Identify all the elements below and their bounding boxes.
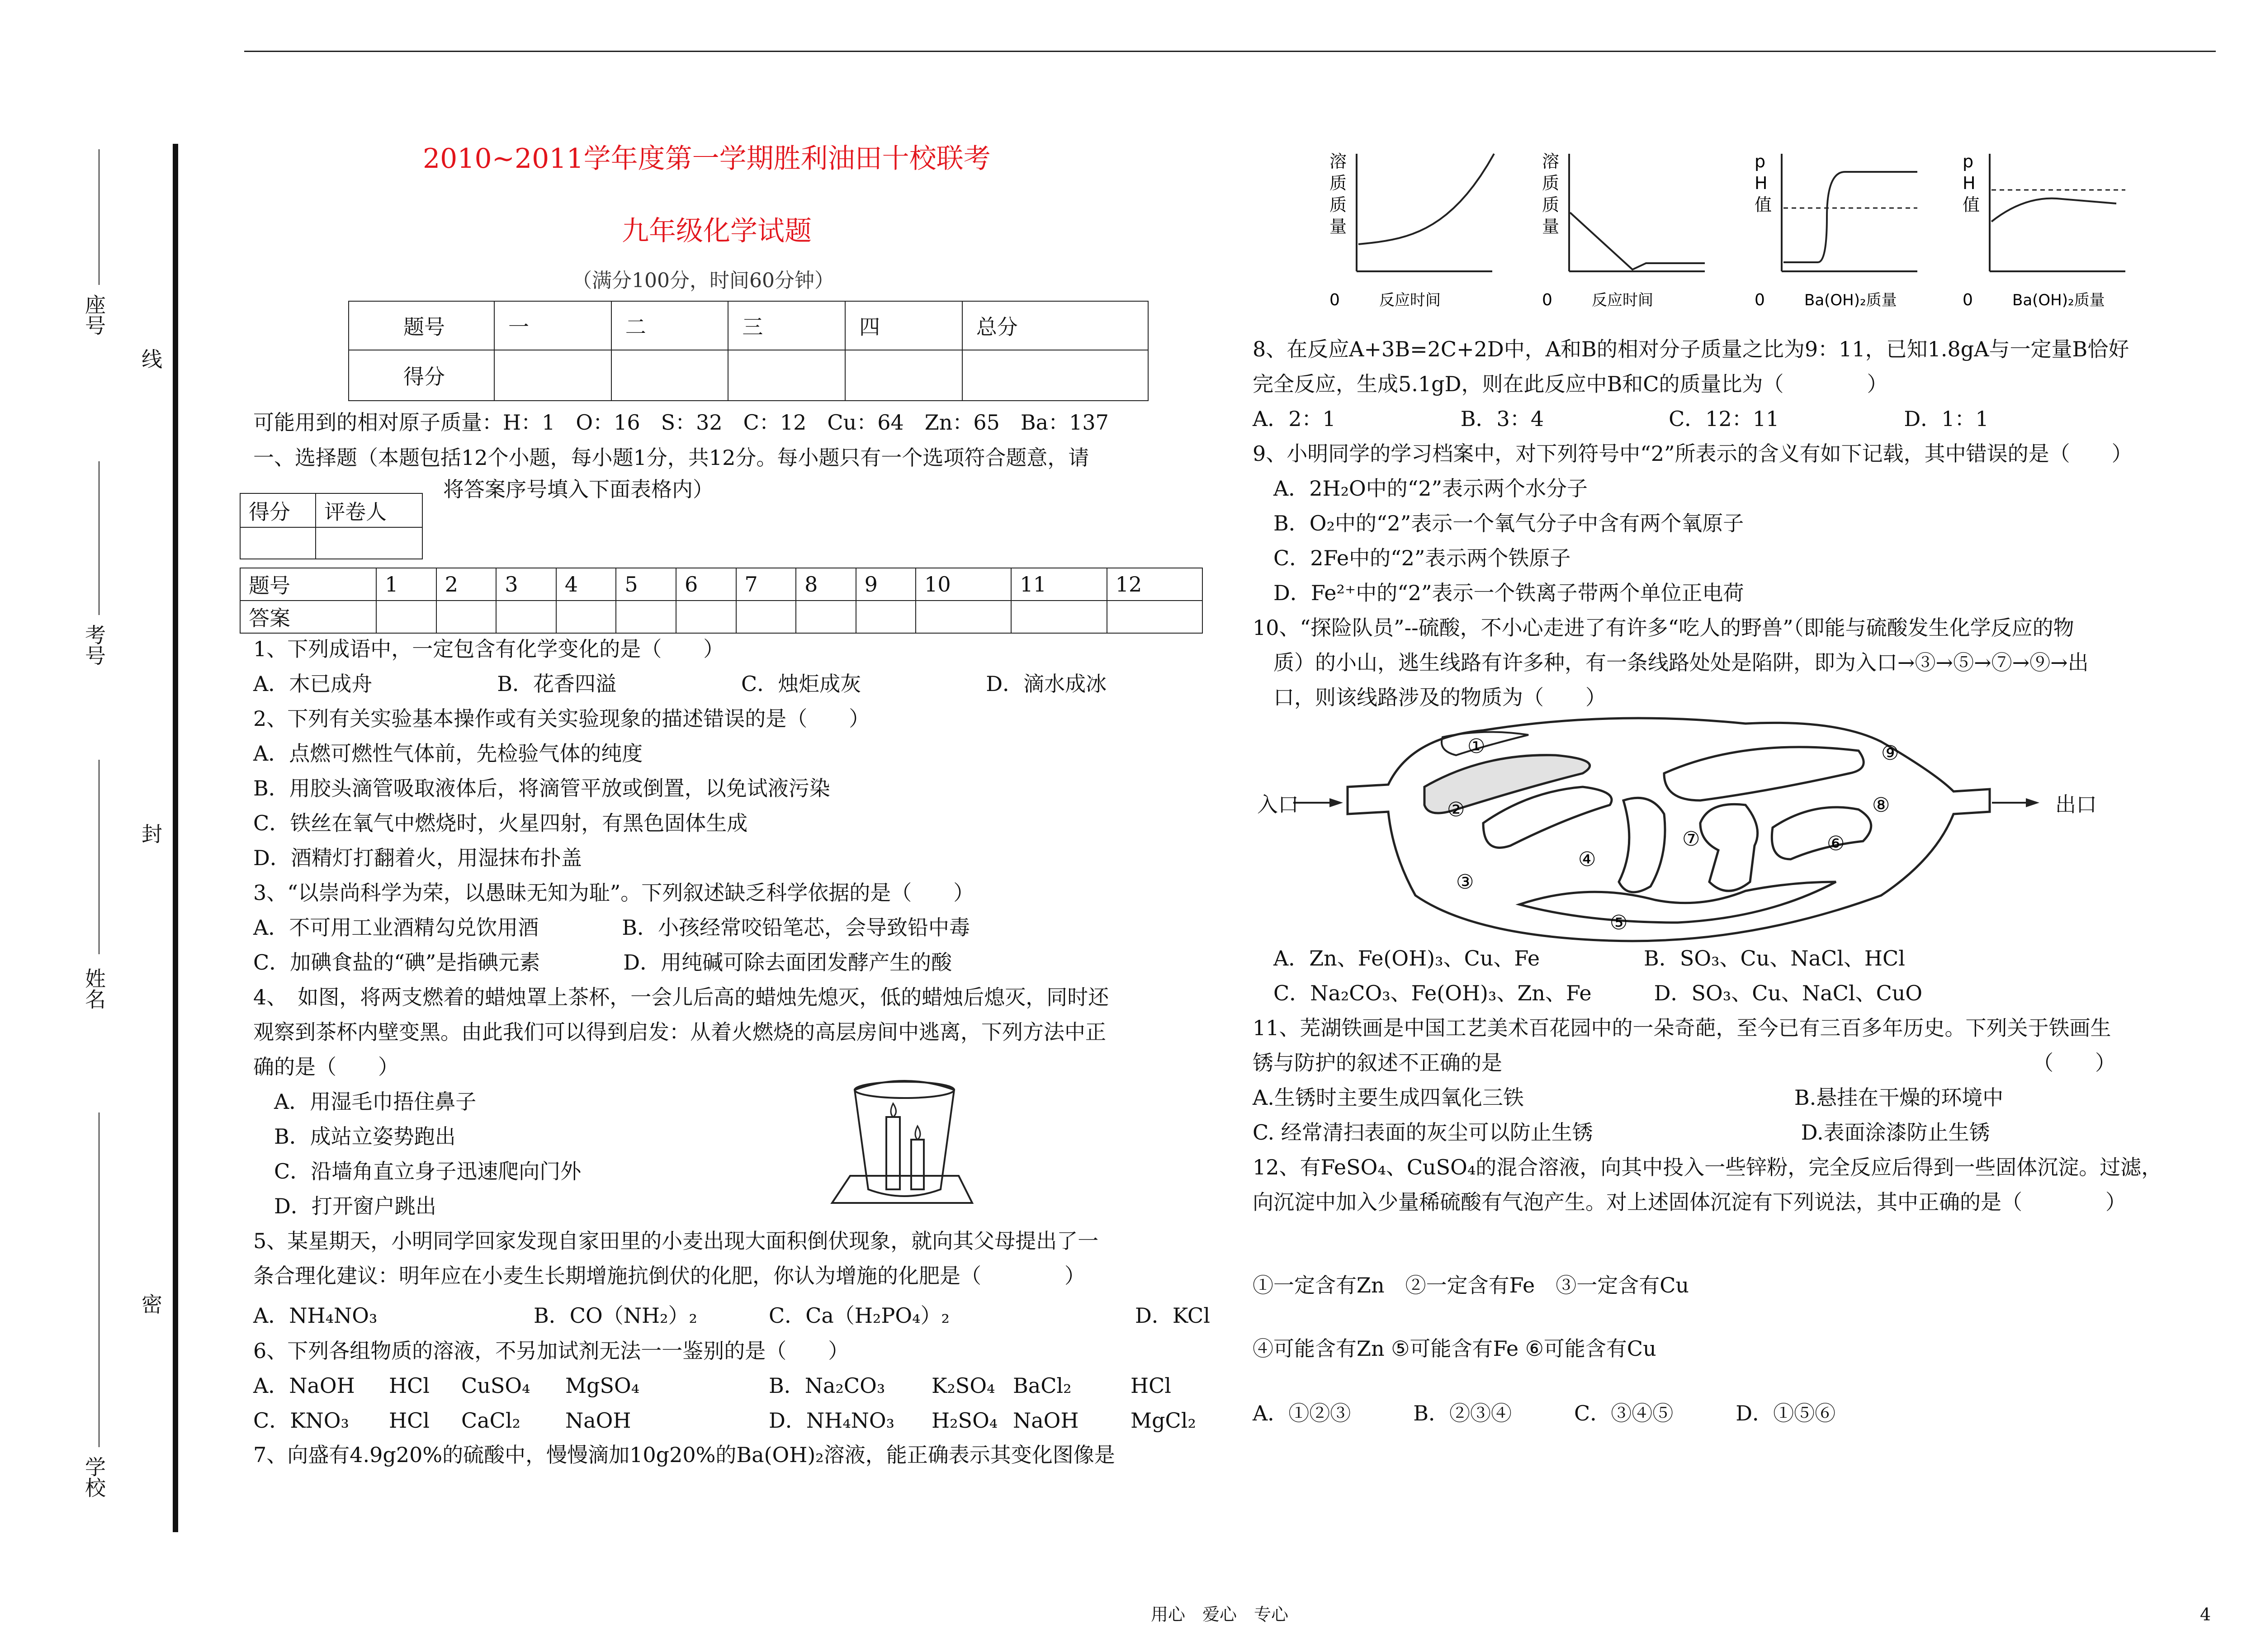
answer-input[interactable]: [1011, 601, 1107, 633]
question-line: 11、芜湖铁画是中国工艺美术百花园中的一朵奇葩，至今已有三百多年历史。下列关于铁画生: [1253, 1016, 2111, 1040]
question-line: A．点燃可燃性气体前，先检验气体的纯度: [253, 741, 643, 766]
question-line: 5、某星期天，小明同学回家发现自家田里的小麦出现大面积倒伏现象，就向其父母提出了一: [253, 1229, 1099, 1253]
question-line: 质）的小山，逃生线路有许多种，有一条线路处处是陷阱，即为入口→③→⑤→⑦→⑨→出: [1253, 650, 2089, 675]
maze-node-label: ⑧: [1872, 794, 1890, 817]
q6-option-cell: K₂SO₄: [932, 1373, 995, 1398]
page-number: 4: [2200, 1605, 2211, 1624]
answer-table: [240, 568, 1203, 634]
answer-input[interactable]: [676, 601, 736, 633]
question-line: 确的是（ ）: [253, 1055, 399, 1079]
binding-line: [173, 144, 178, 1532]
q6-option-cell: C．KNO₃: [253, 1408, 349, 1433]
q6-option-cell: MgCl₂: [1130, 1408, 1196, 1433]
charts-svg: [1302, 136, 2180, 335]
chart-1: [1329, 151, 1494, 309]
maze-node-label: ⑥: [1827, 832, 1845, 855]
x-axis-label: 反应时间: [1379, 291, 1441, 309]
q12-item-line-2: ④可能含有Zn ⑤可能含有Fe ⑥可能含有Cu: [1253, 1336, 1656, 1361]
question-line: A．Zn、Fe(OH)₃、Cu、Fe B．SO₃、Cu、NaCl、HCl: [1253, 946, 1905, 970]
q6-option-cell: HCl: [1130, 1373, 1172, 1398]
answer-input[interactable]: [496, 601, 556, 633]
grader-input[interactable]: [240, 527, 316, 559]
maze-node-label: ⑦: [1682, 828, 1700, 851]
y-axis-label-char: 溶: [1542, 151, 1560, 171]
maze-figure: [1293, 710, 2148, 945]
maze-entrance-label: 入口: [1257, 792, 1299, 817]
x-axis-label: Ba(OH)₂质量: [2012, 291, 2105, 309]
question-line: A．2H₂O中的“2”表示两个水分子: [1253, 476, 1588, 501]
answer-header-cell: 9: [856, 568, 916, 601]
question-line: 9、小明同学的学习档案中，对下列符号中“2”所表示的含义有如下记载，其中错误的是（ ）: [1253, 441, 2133, 466]
exam-title: 2010~2011学年度第一学期胜利油田十校联考: [423, 143, 991, 175]
answer-header-cell: 12: [1107, 568, 1202, 601]
answer-header-cell: 2: [436, 568, 497, 601]
origin-label: 0: [1963, 291, 1973, 309]
answer-input[interactable]: [436, 601, 497, 633]
score-input[interactable]: [728, 350, 845, 401]
q6-option-cell: NaOH: [565, 1408, 631, 1433]
question-line: 锈与防护的叙述不正确的是 （ ）: [1253, 1051, 2116, 1075]
maze-node-label: ①: [1467, 735, 1485, 758]
y-axis-label-char: 质: [1542, 195, 1560, 215]
answer-header-cell: 4: [556, 568, 616, 601]
maze-exit-label: 出口: [2055, 792, 2097, 817]
q6-option-cell: CuSO₄: [461, 1373, 530, 1398]
question-line: 口，则该线路涉及的物质为（ ）: [1253, 685, 1606, 710]
question-line: B．成站立姿势跑出: [253, 1124, 456, 1149]
series-line: [1783, 172, 1917, 262]
origin-label: 0: [1329, 291, 1340, 309]
question-line: D．酒精灯打翻着火，用湿抹布扑盖: [253, 846, 582, 870]
answer-input[interactable]: [556, 601, 616, 633]
score-cell: 三: [728, 301, 845, 350]
answer-header-cell: 10: [916, 568, 1011, 601]
candle-cup-figure: [823, 1072, 986, 1221]
question-line: 10、“探险队员”--硫酸，不小心走进了有许多“吃人的野兽”（即能与硫酸发生化学反应的物: [1253, 615, 2074, 640]
name-label: 姓名: [82, 968, 106, 1009]
score-input[interactable]: [845, 350, 962, 401]
question-line: 3、“以崇尚科学为荣，以愚昧无知为耻”。下列叙述缺乏科学依据的是（ ）: [253, 880, 974, 905]
grader-table: [240, 493, 423, 559]
answer-header-cell: 7: [736, 568, 796, 601]
y-axis-label-char: 量: [1329, 217, 1347, 237]
score-cell: 总分: [962, 301, 1148, 350]
question-line: A.生锈时主要生成四氧化三铁 B.悬挂在干燥的环境中: [1253, 1085, 2004, 1110]
series-line: [1358, 154, 1494, 244]
x-axis-label: Ba(OH)₂质量: [1804, 291, 1897, 309]
grader-cell: 得分: [240, 493, 316, 527]
q12-item-line-1: ①一定含有Zn ②一定含有Fe ③一定含有Cu: [1253, 1273, 1689, 1297]
q5-option-b: B．CO（NH₂）₂: [534, 1303, 697, 1328]
answer-header-cell: 3: [496, 568, 556, 601]
atomic-masses: 可能用到的相对原子质量：H：1 O：16 S：32 C：12 Cu：64 Zn：65 Ba：137: [253, 410, 1109, 435]
question-line: A．2：1 B．3：4 C．12：11 D．1：1: [1253, 407, 1989, 431]
maze-node-label: ②: [1447, 798, 1465, 821]
answer-header-cell: 题号: [240, 568, 376, 601]
section1-heading-2: 将答案序号填入下面表格内）: [443, 477, 714, 502]
answer-header-cell: 6: [676, 568, 736, 601]
score-cell: 二: [611, 301, 728, 350]
seal-mark-feng: 封: [138, 823, 163, 844]
series-line: [1991, 199, 2116, 222]
q6-option-cell: B．Na₂CO₃: [769, 1373, 885, 1398]
question-line: C．Na₂CO₃、Fe(OH)₃、Zn、Fe D．SO₃、Cu、NaCl、CuO: [1253, 981, 1923, 1005]
q5-option-c: C．Ca（H₂PO₄）₂: [769, 1303, 950, 1328]
seal-mark-line: 线: [138, 348, 163, 369]
q12-options: A．①②③ B．②③④ C．③④⑤ D．①⑤⑥: [1253, 1401, 1836, 1425]
question-line: B．用胶头滴管吸取液体后，将滴管平放或倒置，以免试液污染: [253, 776, 830, 800]
section1-heading: 一、选择题（本题包括12个小题，每小题1分，共12分。每小题只有一个选项符合题意，请: [253, 445, 1089, 470]
score-cell: 题号: [349, 301, 494, 350]
x-axis-label: 反应时间: [1592, 291, 1653, 309]
q6-option-cell: A．NaOH: [253, 1373, 355, 1398]
answer-header-cell: 5: [616, 568, 676, 601]
q6-stem: 6、下列各组物质的溶液，不另加试剂无法一一鉴别的是（ ）: [253, 1339, 849, 1363]
answer-header-cell: 11: [1011, 568, 1107, 601]
q5-option-a: A．NH₄NO₃: [253, 1303, 378, 1328]
answer-input[interactable]: [1107, 601, 1202, 633]
series-line: [1570, 213, 1705, 270]
question-line: C．铁丝在氧气中燃烧时，火星四射，有黑色固体生成: [253, 811, 748, 835]
answer-label: 答案: [240, 601, 376, 633]
score-input[interactable]: [962, 350, 1148, 401]
exam-subtitle: 九年级化学试题: [622, 215, 812, 247]
q7-stem: 7、向盛有4.9g20%的硫酸中，慢慢滴加10g20%的Ba(OH)₂溶液，能正确表示其变化图像是: [253, 1443, 1115, 1467]
question-line: 8、在反应A+3B=2C+2D中，A和B的相对分子质量之比为9：11，已知1.8gA与一定量B恰好: [1253, 337, 2129, 361]
question-line: 4、 如图，将两支燃着的蜡烛罩上茶杯，一会儿后高的蜡烛先熄灭，低的蜡烛后熄灭，同时还: [253, 985, 1109, 1009]
question-line: 条合理化建议：明年应在小麦生长期增施抗倒伏的化肥，你认为增施的化肥是（ ）: [253, 1264, 1085, 1288]
score-input[interactable]: [494, 350, 611, 401]
question-line: C．2Fe中的“2”表示两个铁原子: [1253, 546, 1571, 570]
school-label: 学校: [82, 1456, 106, 1498]
question-line: A．不可用工业酒精勾兑饮用酒 B．小孩经常咬铅笔芯，会导致铅中毒: [253, 915, 970, 940]
question-line: 完全反应，生成5.1gD，则在此反应中B和C的质量比为（ ）: [1253, 372, 1888, 396]
score-cell: 得分: [349, 350, 494, 401]
question-line: C．沿墙角直立身子迅速爬向门外: [253, 1159, 582, 1183]
question-line: D．打开窗户跳出: [253, 1194, 436, 1218]
grader-input[interactable]: [316, 527, 422, 559]
question-line: A．用湿毛巾捂住鼻子: [253, 1089, 477, 1114]
answer-input[interactable]: [856, 601, 916, 633]
question-line: C．加碘食盐的“碘”是指碘元素 D．用纯碱可除去面团发酵产生的酸: [253, 950, 952, 975]
y-axis-label-char: 质: [1542, 173, 1560, 193]
q6-option-cell: CaCl₂: [461, 1408, 520, 1433]
answer-header-cell: 1: [376, 568, 436, 601]
answer-input[interactable]: [916, 601, 1011, 633]
maze-node-label: ④: [1578, 848, 1596, 871]
question-line: 2、下列有关实验基本操作或有关实验现象的描述错误的是（ ）: [253, 706, 870, 731]
chart-3: [1755, 151, 1917, 309]
y-axis-label-char: p: [1755, 151, 1766, 171]
q6-option-cell: NaOH: [1013, 1408, 1079, 1433]
question-line: 1、下列成语中，一定包含有化学变化的是（ ）: [253, 637, 724, 661]
chart-4: [1963, 151, 2125, 309]
question-line: A．木已成舟 B．花香四溢 C．烛炬成灰 D．滴水成冰: [253, 672, 1107, 696]
y-axis-label-char: p: [1963, 151, 1974, 171]
origin-label: 0: [1755, 291, 1765, 309]
question-line: D．Fe²⁺中的“2”表示一个铁离子带两个单位正电荷: [1253, 581, 1744, 605]
y-axis-label-char: 溶: [1329, 151, 1347, 171]
y-axis-label-char: H: [1963, 173, 1976, 193]
exam-meta: （满分100分，时间60分钟）: [572, 269, 834, 292]
y-axis-label-char: 值: [1963, 195, 1980, 215]
q6-option-cell: HCl: [389, 1408, 430, 1433]
score-input[interactable]: [611, 350, 728, 401]
y-axis-label-char: 质: [1329, 195, 1347, 215]
exam-no-label: 考号: [82, 624, 106, 666]
q6-option-cell: MgSO₄: [565, 1373, 640, 1398]
y-axis-label-char: 量: [1542, 217, 1560, 237]
chart-2: [1542, 151, 1705, 309]
question-line: 向沉淀中加入少量稀硫酸有气泡产生。对上述固体沉淀有下列说法，其中正确的是（ ）: [1253, 1190, 2126, 1214]
score-cell: 一: [494, 301, 611, 350]
q5-option-d: D．KCl: [1135, 1303, 1210, 1328]
answer-input[interactable]: [736, 601, 796, 633]
maze-node-label: ⑤: [1610, 911, 1628, 934]
answer-header-cell: 8: [796, 568, 856, 601]
question-line: 观察到茶杯内壁变黑。由此我们可以得到启发：从着火燃烧的高层房间中逃离，下列方法中正: [253, 1020, 1106, 1044]
y-axis-label-char: H: [1755, 173, 1768, 193]
grader-cell: 评卷人: [316, 493, 422, 527]
answer-input[interactable]: [616, 601, 676, 633]
seal-mark-mi: 密: [138, 1293, 163, 1314]
score-cell: 四: [845, 301, 962, 350]
q6-option-cell: D．NH₄NO₃: [769, 1408, 895, 1433]
answer-input[interactable]: [376, 601, 436, 633]
q6-option-cell: BaCl₂: [1013, 1373, 1072, 1398]
q6-option-cell: HCl: [389, 1373, 430, 1398]
answer-input[interactable]: [796, 601, 856, 633]
score-table: [348, 301, 1149, 401]
top-rule: [244, 51, 2216, 52]
question-line: C. 经常清扫表面的灰尘可以防止生锈 D.表面涂漆防止生锈: [1253, 1120, 1990, 1145]
y-axis-label-char: 质: [1329, 173, 1347, 193]
maze-node-label: ⑨: [1881, 742, 1899, 765]
q6-option-cell: H₂SO₄: [932, 1408, 998, 1433]
y-axis-label-char: 值: [1755, 195, 1772, 215]
question-line: B．O₂中的“2”表示一个氧气分子中含有两个氧原子: [1253, 511, 1744, 535]
maze-node-label: ③: [1456, 871, 1474, 894]
origin-label: 0: [1542, 291, 1552, 309]
footer-motto: 用心 爱心 专心: [1151, 1605, 1289, 1624]
question-line: 12、有FeSO₄、CuSO₄的混合溶液，向其中投入一些锌粉，完全反应后得到一些固体沉淀。过滤，: [1253, 1155, 2162, 1179]
seat-label: 座号: [82, 294, 106, 336]
